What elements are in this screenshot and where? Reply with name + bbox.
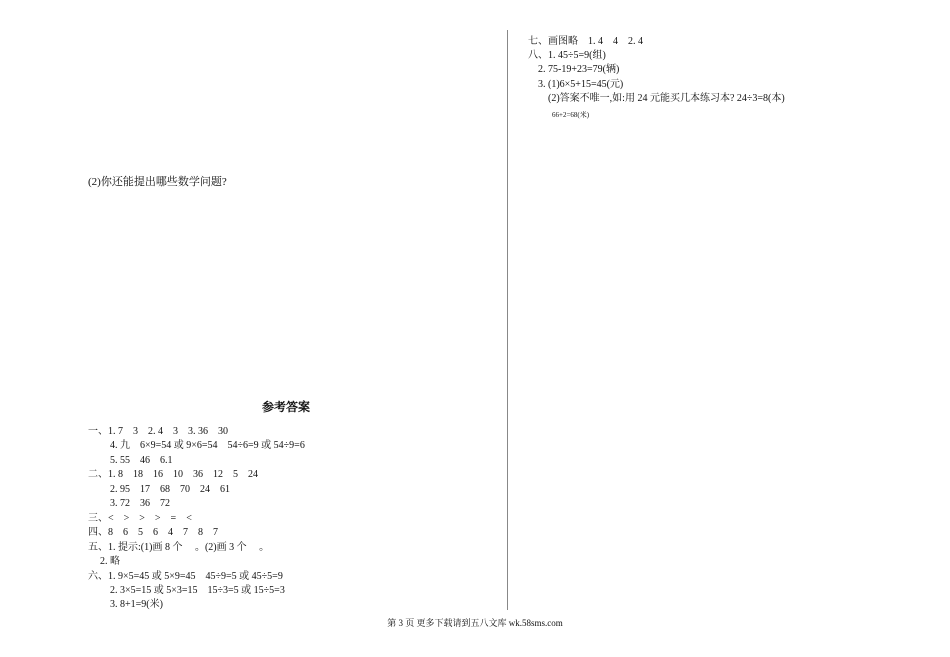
answer-line: 八、1. 45÷5=9(组)	[528, 50, 606, 61]
answer-line: 2. 95 17 68 70 24 61	[110, 484, 230, 495]
answer-line: 5. 55 46 6.1	[110, 455, 173, 466]
answers-title: 参考答案	[262, 400, 311, 414]
answer-line: 二、1. 8 18 16 10 36 12 5 24	[88, 469, 258, 480]
answer-line: 四、8 6 5 6 4 7 8 7	[88, 527, 218, 538]
answer-line: 3. 8+1=9(米)	[110, 599, 163, 610]
answer-line: 3. (1)6×5+15=45(元)	[538, 79, 624, 90]
answer-line: 2. 略	[100, 556, 120, 567]
answer-line: 2. 3×5=15 或 5×3=15 15÷3=5 或 15÷5=3	[110, 585, 285, 596]
answer-line: 66+2=68(米)	[552, 111, 590, 119]
page-footer: 第 3 页 更多下载请到五八文库 wk.58sms.com	[387, 618, 563, 628]
answer-line: 七、画图略 1. 4 4 2. 4	[528, 36, 643, 47]
answer-line: 3. 72 36 72	[110, 498, 170, 509]
answer-line: 五、1. 提示:(1)画 8 个 。(2)画 3 个 。	[88, 542, 270, 553]
answer-line: (2)答案不唯一,如:用 24 元能买几本练习本? 24÷3=8(本)	[548, 93, 785, 104]
answer-line: 三、< > > > = <	[88, 513, 192, 524]
answer-line: 2. 75-19+23=79(辆)	[538, 64, 620, 75]
answer-line: 一、1. 7 3 2. 4 3 3. 36 30	[88, 426, 228, 437]
question-text: (2)你还能提出哪些数学问题?	[88, 176, 227, 188]
page-divider	[507, 30, 508, 610]
answer-line: 4. 九 6×9=54 或 9×6=54 54÷6=9 或 54÷9=6	[110, 440, 305, 451]
answer-line: 六、1. 9×5=45 或 5×9=45 45÷9=5 或 45÷5=9	[88, 571, 283, 582]
